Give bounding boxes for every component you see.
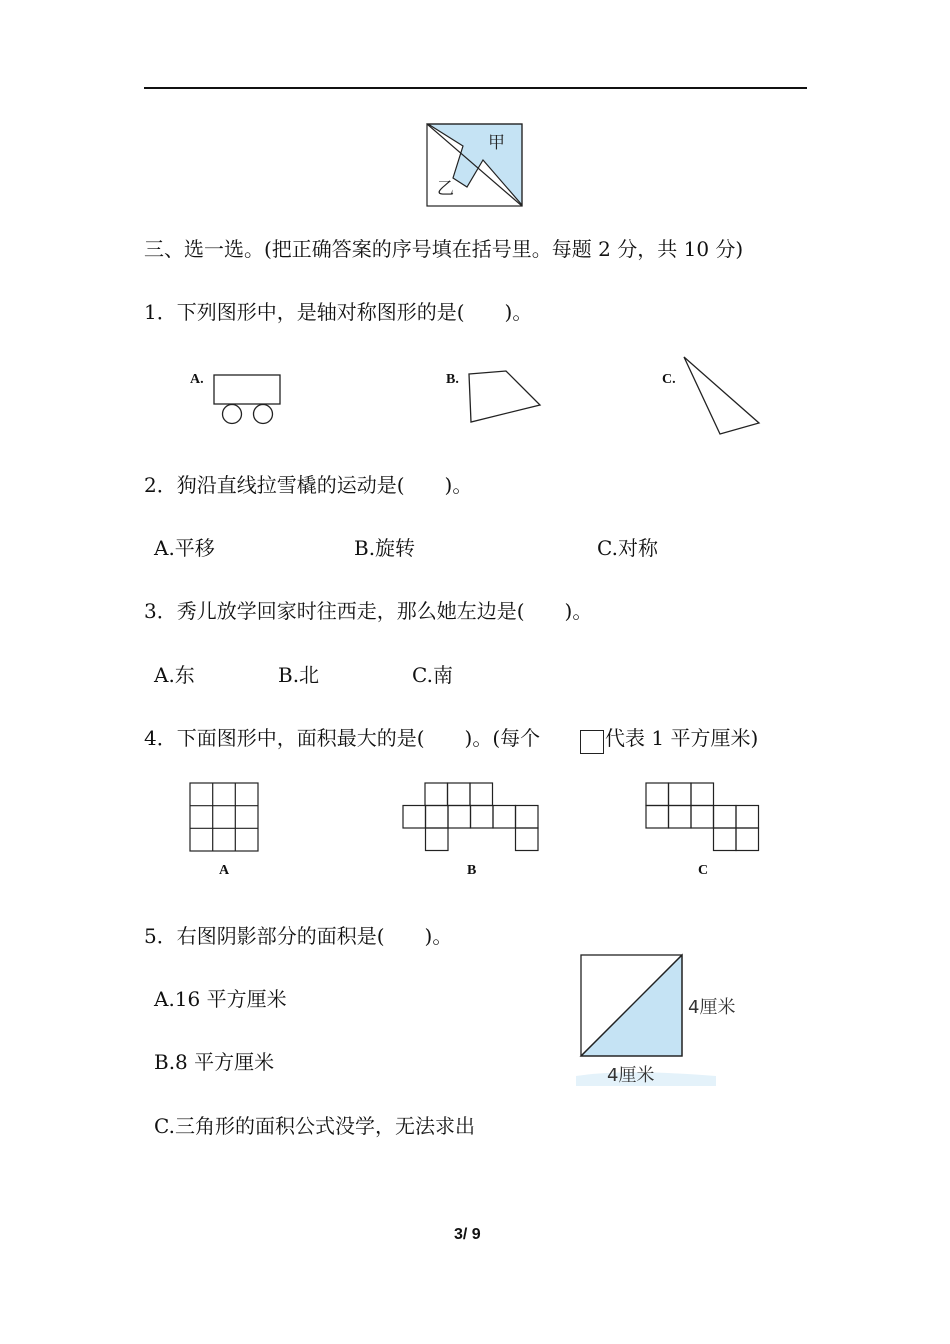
q4-label-b: B bbox=[467, 863, 477, 878]
q3-option-a: A.东 bbox=[154, 663, 195, 687]
q4-unit-square-icon bbox=[580, 730, 604, 754]
q1-figure-c-triangle bbox=[680, 354, 766, 438]
q2-option-a: A.平移 bbox=[154, 536, 215, 560]
q4-grid-c bbox=[645, 782, 763, 854]
page-number: 3/ 9 bbox=[454, 1226, 481, 1243]
q4-grid-a bbox=[189, 782, 261, 854]
q1-option-a-label: A. bbox=[190, 372, 204, 387]
q5-side-label: 4厘米 bbox=[688, 997, 736, 1018]
top-figure bbox=[425, 122, 525, 208]
q5-option-c: C.三角形的面积公式没学，无法求出 bbox=[154, 1114, 475, 1138]
q4-text-before: 4．下面图形中，面积最大的是( )。(每个 bbox=[144, 726, 541, 750]
header-rule bbox=[144, 87, 807, 89]
q1-text: 1．下列图形中，是轴对称图形的是( )。 bbox=[144, 300, 533, 324]
q4-grid-b bbox=[402, 782, 542, 854]
q1-figure-a-cart bbox=[208, 372, 288, 428]
section3-heading: 三、选一选。(把正确答案的序号填在括号里。每题 2 分，共 10 分) bbox=[144, 237, 744, 261]
q2-option-c: C.对称 bbox=[597, 536, 658, 560]
q4-label-c: C bbox=[698, 863, 709, 878]
q3-text: 3．秀儿放学回家时往西走，那么她左边是( )。 bbox=[144, 599, 593, 623]
q3-option-c: C.南 bbox=[412, 663, 453, 687]
q5-text: 5．右图阴影部分的面积是( )。 bbox=[144, 924, 453, 948]
q4-text-after: 代表 1 平方厘米) bbox=[605, 726, 759, 750]
q5-figure bbox=[576, 952, 756, 1088]
q2-option-b: B.旋转 bbox=[354, 536, 416, 560]
q5-bottom-label: 4厘米 bbox=[607, 1065, 655, 1086]
q2-text: 2．狗沿直线拉雪橇的运动是( )。 bbox=[144, 473, 473, 497]
q4-label-a: A bbox=[219, 863, 230, 878]
q1-figure-b-quadrilateral bbox=[466, 368, 546, 426]
label-jia: 甲 bbox=[488, 133, 505, 153]
q3-option-b: B.北 bbox=[278, 663, 320, 687]
q1-option-c-label: C. bbox=[662, 372, 676, 387]
q1-option-b-label: B. bbox=[446, 372, 459, 387]
label-yi: 乙 bbox=[437, 179, 454, 199]
q5-option-b: B.8 平方厘米 bbox=[154, 1050, 275, 1074]
q5-option-a: A.16 平方厘米 bbox=[154, 987, 287, 1011]
